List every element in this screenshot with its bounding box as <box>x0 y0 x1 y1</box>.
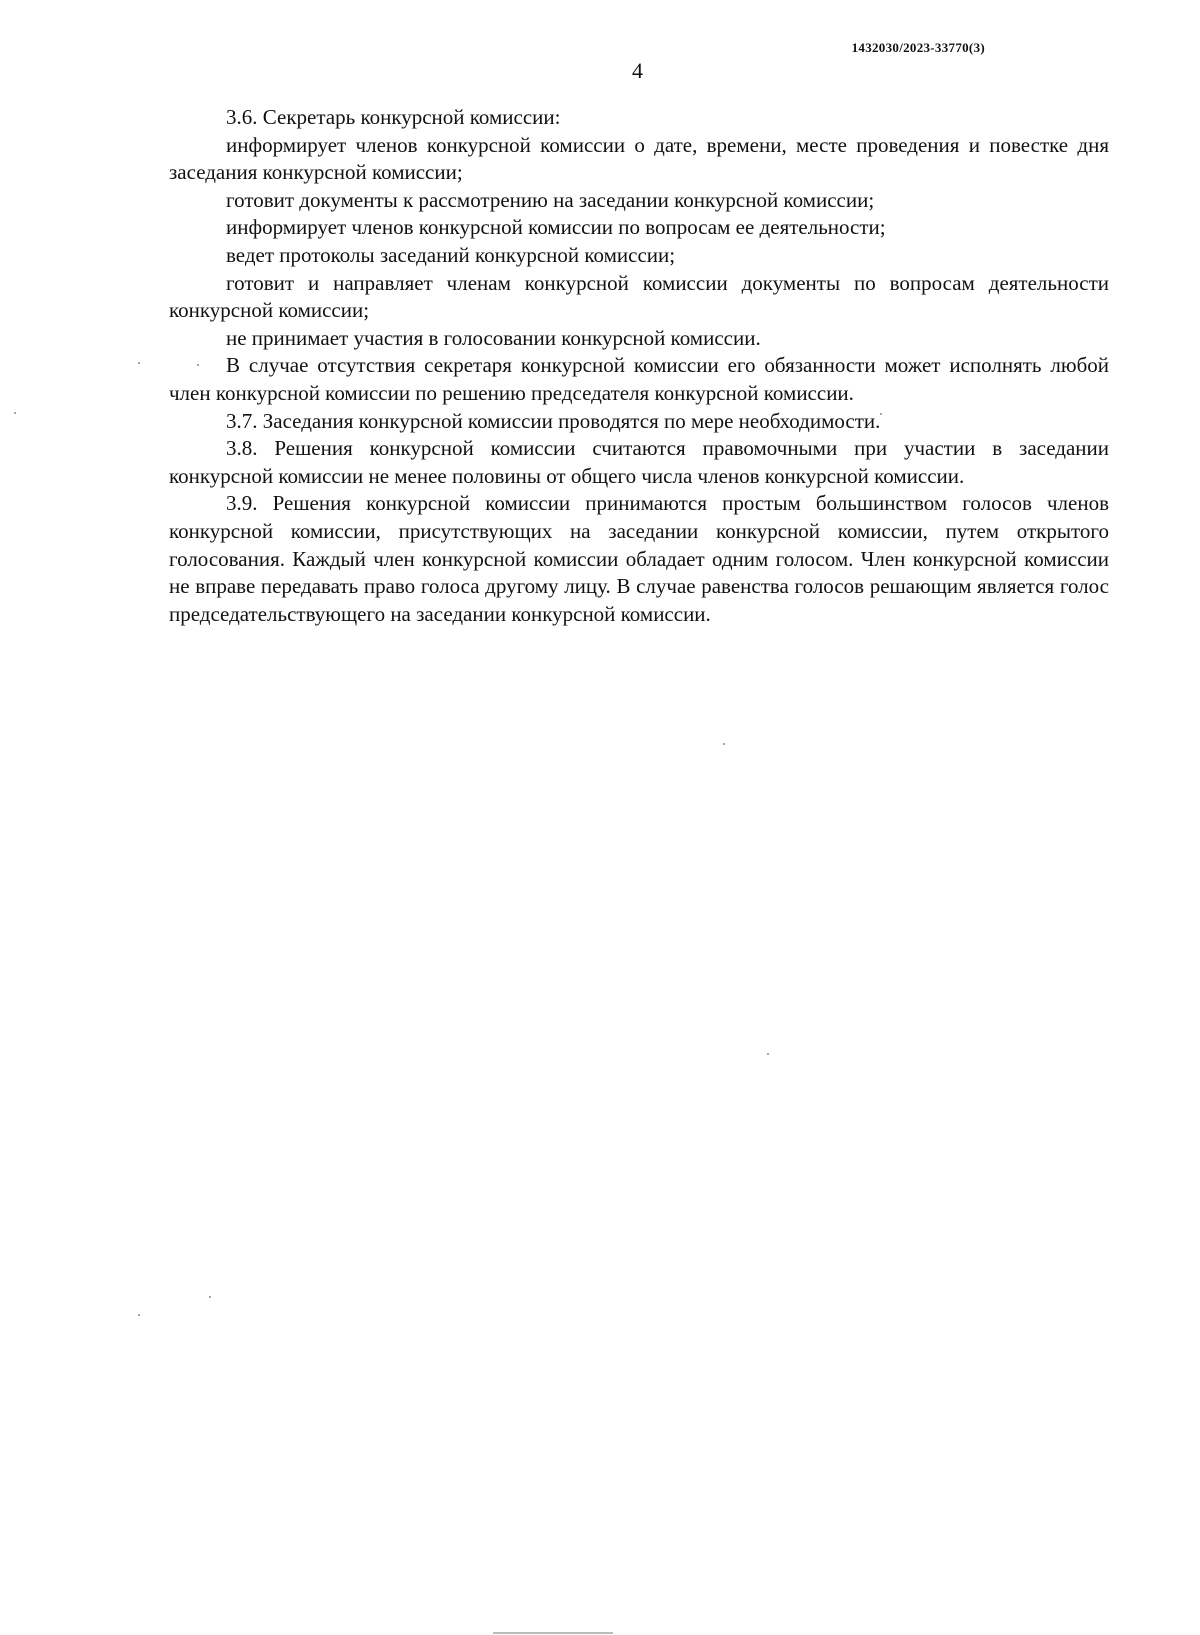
paragraph-secretary-absence: В случае отсутствия секретаря конкурсной комиссии его обязанности может исполнять любой член конкурсной комиссии по решению председателя конкурсной комиссии. <box>169 353 1109 405</box>
paragraph-duty-inform-meeting: информирует членов конкурсной комиссии о дате, времени, месте проведения и повестке дня заседания конкурсной комиссии; <box>169 132 1109 185</box>
paragraph-3-6-heading: 3.6. Секретарь конкурсной комиссии: <box>226 105 561 129</box>
scan-edge-mark <box>493 1632 613 1634</box>
paragraph-duty-prepare-docs: готовит документы к рассмотрению на заседании конкурсной комиссии; <box>226 187 875 212</box>
scan-speck <box>197 364 199 366</box>
scan-speck <box>138 362 140 364</box>
scan-speck <box>767 1053 769 1055</box>
paragraph-duty-protocols: ведет протоколы заседаний конкурсной комиссии; <box>226 242 676 267</box>
scan-speck <box>880 413 882 415</box>
paragraph-duty-no-vote: не принимает участия в голосовании конкурсной комиссии. <box>226 325 761 350</box>
document-id: 1432030/2023-33770(3) <box>851 40 985 55</box>
scan-speck <box>209 1296 211 1298</box>
page-number: 4 <box>632 58 643 83</box>
paragraph-duty-inform-activity: информирует членов конкурсной комиссии по вопросам ее деятельности; <box>226 215 886 240</box>
document-body <box>169 104 1109 628</box>
paragraph-duty-send-docs: готовит и направляет членам конкурсной комиссии документы по вопросам деятельности конкурсной комиссии; <box>169 270 1109 323</box>
scan-speck <box>138 1314 140 1316</box>
paragraph-3-8: 3.8. Решения конкурсной комиссии считаются правомочными при участии в заседании конкурсной комиссии не менее половины от общего числа членов конкурсной комиссии. <box>169 436 1109 488</box>
paragraph-3-9: 3.9. Решения конкурсной комиссии принимаются простым большинством голосов членов конкурсной комиссии, присутствующих на заседании конкурсной комиссии, путем открытого голосования. Каждый член конкурсной комиссии обладает одним голосом. Член конкурсной комиссии не вправе передавать право голоса другому лицу. В случае равенства голосов решающим является голос председательствующего на заседании конкурсной комиссии. <box>169 491 1109 626</box>
scan-speck <box>723 743 725 745</box>
scan-speck <box>14 412 16 414</box>
paragraph-3-7: 3.7. Заседания конкурсной комиссии проводятся по мере необходимости. <box>226 408 881 433</box>
